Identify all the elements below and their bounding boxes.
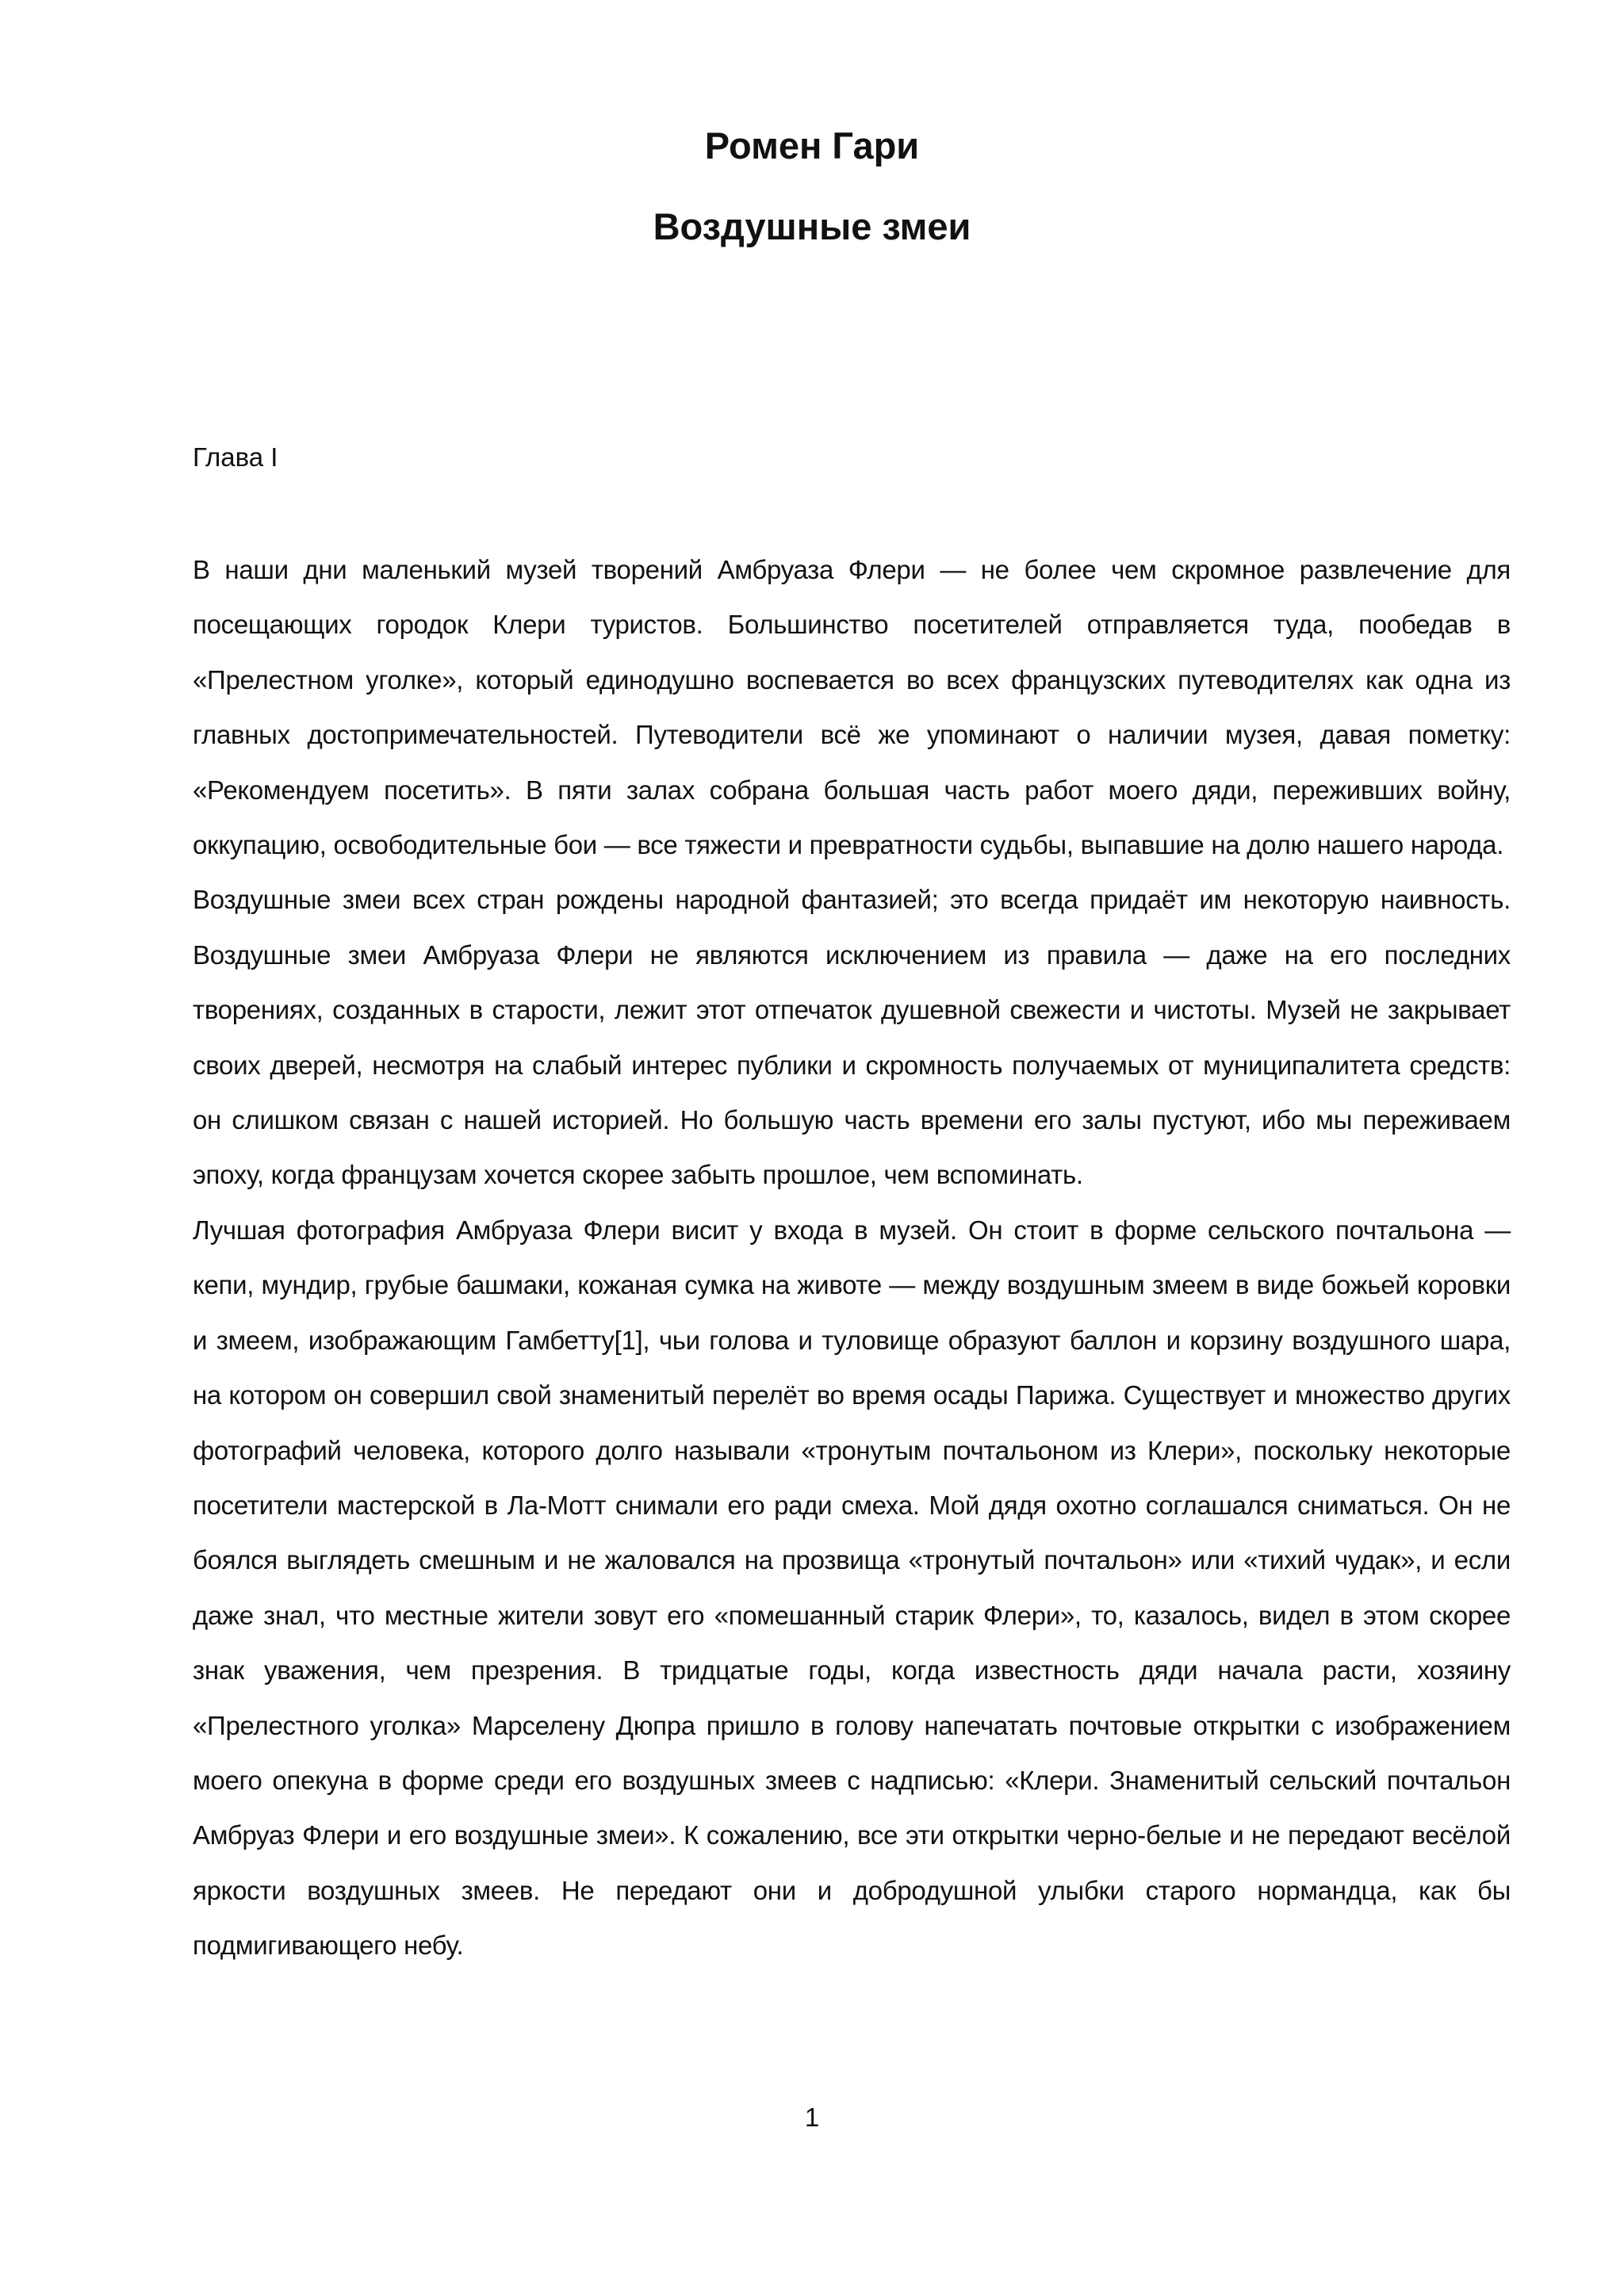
- paragraph-2: Воздушные змеи всех стран рождены народной фантазией; это всегда придаёт им некоторую наивность. Воздушные змеи Амбруаза Флери не являются исключением из правила — даже на его последних творениях, созданных в старости, лежит этот отпечаток душевной свежести и чистоты. Музей не закрывает своих дверей, несмотря на слабый интерес публики и скромность получаемых от муниципалитета средств: он слишком связан с нашей историей. Но большую часть времени его залы пустуют, ибо мы переживаем эпоху, когда французам хочется скорее забыть прошлое, чем вспоминать.: [193, 885, 1511, 1190]
- page-number: 1: [804, 2103, 820, 2132]
- chapter-heading: Глава I: [193, 442, 278, 472]
- book-title: Воздушные змеи: [653, 205, 971, 247]
- paragraph-1: В наши дни маленький музей творений Амбруаза Флери — не более чем скромное развлечение для посещающих городок Клери туристов. Большинство посетителей отправляется туда, пообедав в «Прелестном уголке», который единодушно воспевается во всех французских путеводителях как одна из главных достопримечательностей. Путеводители всё же упоминают о наличии музея, давая пометку: «Рекомендуем посетить». В пяти залах собрана большая часть работ моего дяди, переживших войну, оккупацию, освободительные бои — все тяжести и превратности судьбы, выпавшие на долю нашего народа.: [193, 555, 1511, 860]
- author-name: Ромен Гари: [704, 124, 920, 166]
- body-text: [193, 542, 1511, 1973]
- paragraph-3: Лучшая фотография Амбруаза Флери висит у входа в музей. Он стоит в форме сельского почтальона — кепи, мундир, грубые башмаки, кожаная сумка на животе — между воздушным змеем в виде божьей коровки и змеем, изображающим Гамбетту[1], чьи голова и туловище образуют баллон и корзину воздушного шара, на котором он совершил свой знаменитый перелёт во время осады Парижа. Существует и множество других фотографий человека, которого долго называли «тронутым почтальоном из Клери», поскольку некоторые посетители мастерской в Ла-Мотт снимали его ради смеха. Мой дядя охотно соглашался сниматься. Он не боялся выглядеть смешным и не жаловался на прозвища «тронутый почтальон» или «тихий чудак», и если даже знал, что местные жители зовут его «помешанный старик Флери», то, казалось, видел в этом скорее знак уважения, чем презрения. В тридцатые годы, когда известность дяди начала расти, хозяину «Прелестного уголка» Марселену Дюпра пришло в голову напечатать почтовые открытки с изображением моего опекуна в форме среди его воздушных змеев с надписью: «Клери. Знаменитый сельский почтальон Амбруаз Флери и его воздушные змеи». К сожалению, все эти открытки черно-белые и не передают весёлой яркости воздушных змеев. Не передают они и добродушной улыбки старого нормандца, как бы подмигивающего небу.: [193, 1215, 1511, 1961]
